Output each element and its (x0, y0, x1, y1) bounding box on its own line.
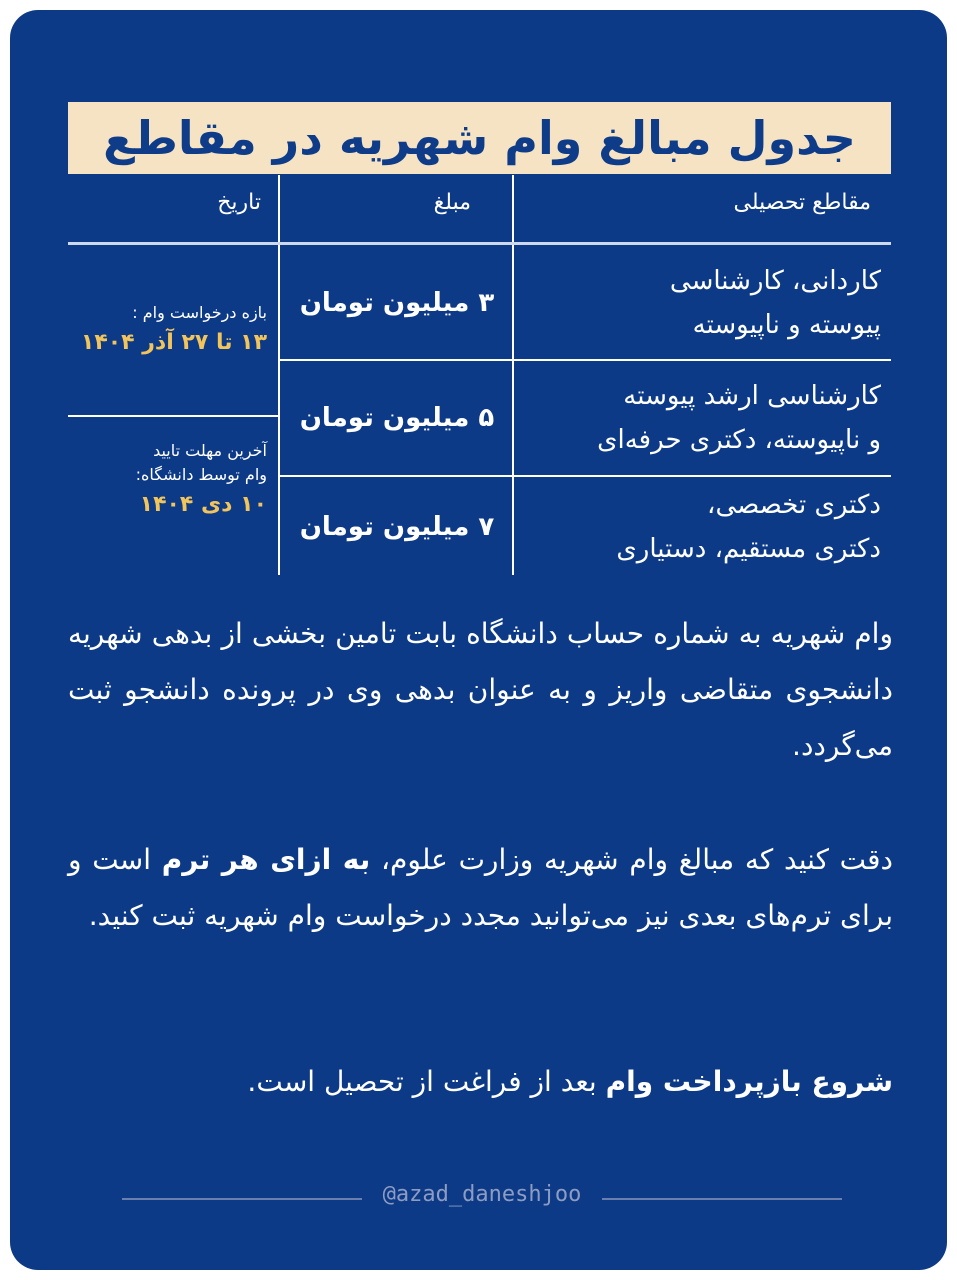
deadline-value: ۱۰ دی ۱۴۰۴ (139, 492, 267, 517)
column-divider (512, 175, 514, 575)
level-text: و ناپیوسته، دکتری حرفه‌ای (597, 425, 881, 455)
loan-table (68, 175, 891, 575)
paragraph-repayment (68, 1054, 893, 1110)
footer-divider (602, 1198, 842, 1200)
level-text: دکتری تخصصی، (707, 490, 881, 520)
request-value: ۱۳ تا ۲۷ آذر ۱۴۰۴ (80, 330, 267, 355)
poster-card (10, 10, 947, 1270)
amount-value: ۷ میلیون تومان (299, 512, 495, 542)
amount-value: ۵ میلیون تومان (299, 403, 495, 433)
header-date: تاریخ (217, 190, 261, 215)
header-levels: مقاطع تحصیلی (733, 190, 871, 215)
table-row-level (526, 250, 881, 355)
text-segment: است و برای ترم‌های بعدی نیز می‌توانید مجدد درخواست وام شهریه ثبت کنید. (68, 843, 893, 932)
level-text: دکتری مستقیم، دستیاری (616, 534, 881, 564)
amount-value: ۳ میلیون تومان (299, 287, 495, 318)
table-row-level (526, 479, 881, 575)
text-emphasis: به ازای هر ترم (161, 843, 371, 876)
date-divider (68, 415, 280, 417)
text-emphasis: شروع بازپرداخت وام (605, 1065, 893, 1098)
header-divider (68, 242, 891, 245)
row-divider (278, 359, 891, 361)
row-divider (278, 475, 891, 477)
deadline-label: آخرین مهلت تایید (153, 441, 267, 460)
text-segment: بعد از فراغت از تحصیل است. (247, 1065, 606, 1098)
table-row-level (526, 363, 881, 473)
footer-divider (122, 1198, 362, 1200)
channel-handle: @azad_daneshjoo (382, 1182, 582, 1207)
request-label: بازه درخواست وام : (132, 303, 267, 322)
title-bar (68, 102, 891, 174)
deadline-label: وام توسط دانشگاه: (135, 465, 267, 484)
paragraph-loan-description: وام شهریه به شماره حساب دانشگاه بابت تامین بخشی از بدهی شهریه دانشجوی متقاضی واریز و به عنوان بدهی وی در پرونده دانشجو ثبت می‌گردد. (68, 617, 893, 762)
level-text: کاردانی، کارشناسی (669, 265, 881, 296)
page-title: جدول مبالغ وام شهریه در مقاطع (103, 111, 856, 165)
paragraph-per-term-note (68, 832, 893, 944)
header-amount: مبلغ (433, 190, 471, 215)
request-period (72, 301, 267, 361)
level-text: پیوسته و ناپیوسته (692, 309, 881, 340)
text-segment: دقت کنید که مبالغ وام شهریه وزارت علوم، (370, 843, 894, 876)
approval-deadline (72, 439, 267, 523)
column-divider (278, 175, 280, 575)
level-text: کارشناسی ارشد پیوسته (623, 381, 881, 411)
